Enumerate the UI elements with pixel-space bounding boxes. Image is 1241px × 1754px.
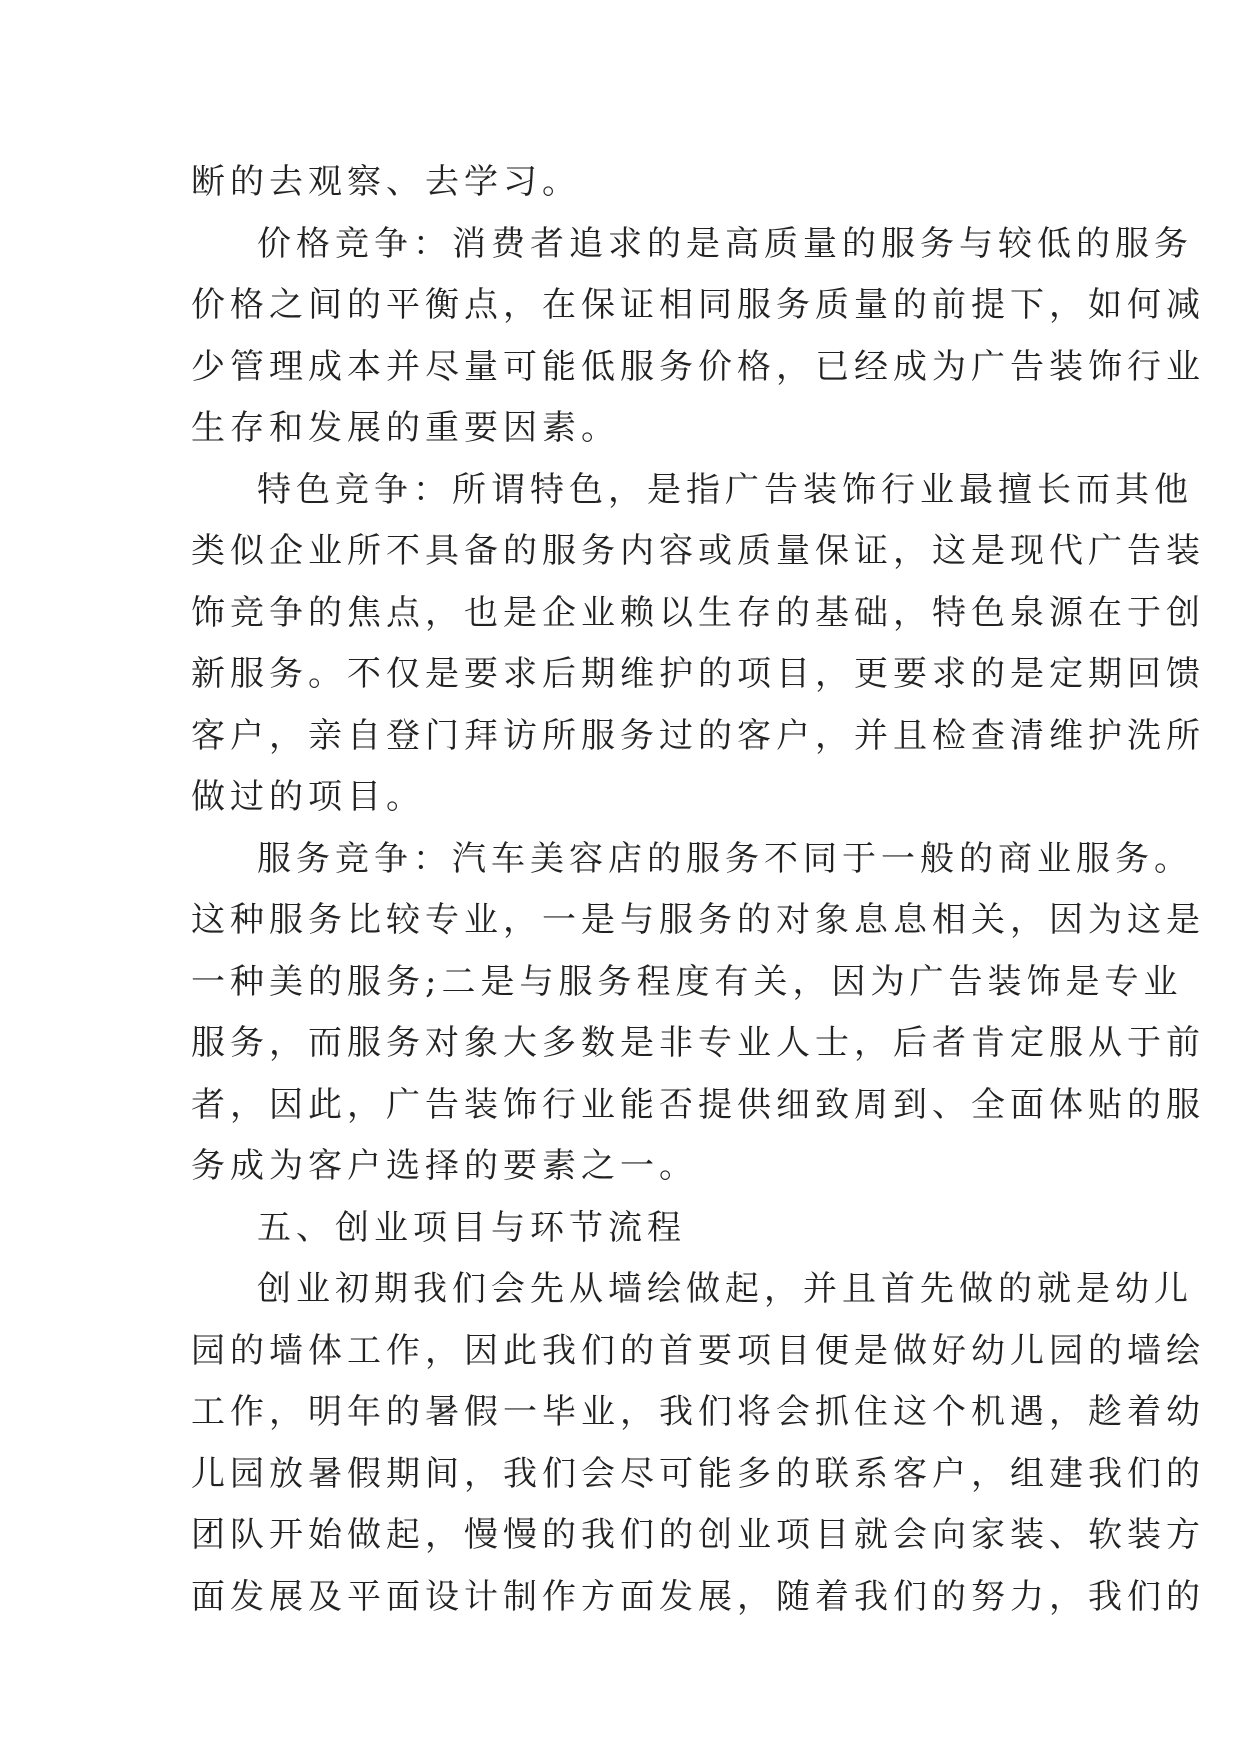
- text-line: 一种美的服务;二是与服务程度有关，因为广告装饰是专业: [191, 961, 1183, 1002]
- document-body: [191, 152, 1205, 1628]
- paragraph-first-line: 特色竞争：所谓特色，是指广告装饰行业最擅长而其他: [257, 469, 1193, 510]
- text-line: 生存和发展的重要因素。: [191, 408, 620, 448]
- text-line: 务成为客户选择的要素之一。: [191, 1146, 698, 1186]
- text-line: 儿园放暑假期间，我们会尽可能多的联系客户，组建我们的: [191, 1453, 1205, 1494]
- text-line: 服务，而服务对象大多数是非专业人士，后者肯定服从于前: [191, 1023, 1205, 1063]
- text-line: 新服务。不仅是要求后期维护的项目，更要求的是定期回馈: [191, 654, 1205, 694]
- text-line: 团队开始做起，慢慢的我们的创业项目就会向家装、软装方: [191, 1515, 1205, 1555]
- text-line: 面发展及平面设计制作方面发展，随着我们的努力，我们的: [191, 1576, 1205, 1617]
- text-line: 少管理成本并尽量可能低服务价格，已经成为广告装饰行业: [191, 346, 1205, 387]
- text-line: 客户，亲自登门拜访所服务过的客户，并且检查清维护洗所: [191, 715, 1205, 756]
- paragraph-first-line: 创业初期我们会先从墙绘做起，并且首先做的就是幼儿: [257, 1269, 1193, 1309]
- text-line: 这种服务比较专业，一是与服务的对象息息相关，因为这是: [191, 900, 1205, 940]
- text-line: 做过的项目。: [191, 777, 425, 817]
- text-line: 饰竞争的焦点，也是企业赖以生存的基础，特色泉源在于创: [191, 592, 1205, 633]
- text-line: 类似企业所不具备的服务内容或质量保证，这是现代广告装: [191, 531, 1205, 571]
- text-line: 价格之间的平衡点，在保证相同服务质量的前提下，如何减: [191, 285, 1205, 325]
- paragraph-first-line: 价格竞争：消费者追求的是高质量的服务与较低的服务: [257, 223, 1193, 264]
- paragraph-first-line: 服务竞争：汽车美容店的服务不同于一般的商业服务。: [257, 838, 1193, 879]
- text-line: 工作，明年的暑假一毕业，我们将会抓住这个机遇，趁着幼: [191, 1392, 1205, 1432]
- section-heading: 五、创业项目与环节流程: [257, 1207, 686, 1248]
- text-line: 园的墙体工作，因此我们的首要项目便是做好幼儿园的墙绘: [191, 1330, 1205, 1371]
- text-line: 者，因此，广告装饰行业能否提供细致周到、全面体贴的服: [191, 1084, 1205, 1125]
- text-line: 断的去观察、去学习。: [191, 162, 581, 202]
